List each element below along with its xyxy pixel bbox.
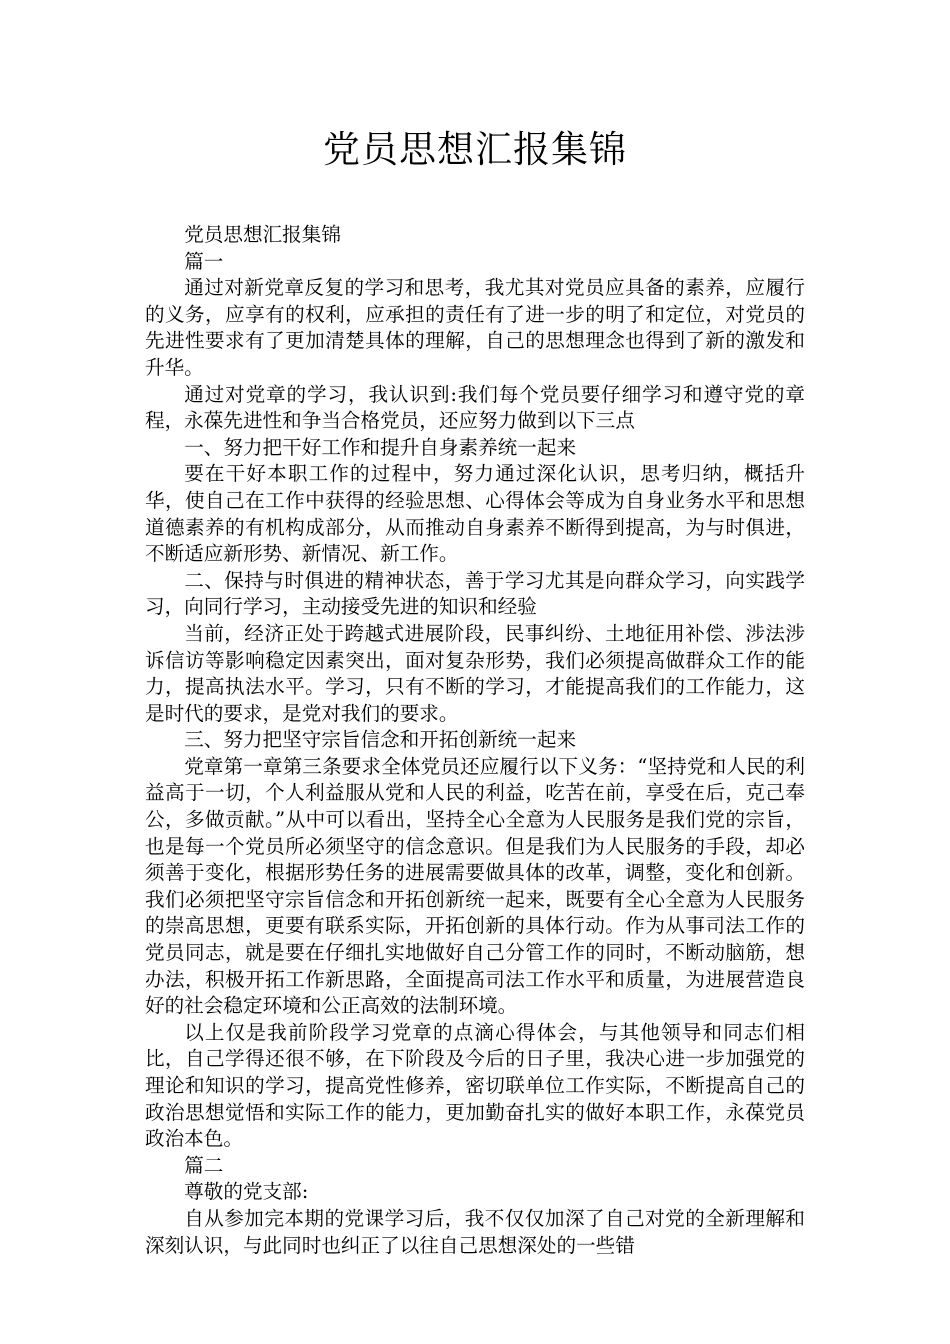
paragraph-section-one: 篇一 (184, 249, 224, 273)
paragraph-heading: 三、努力把坚守宗旨信念和开拓创新统一起来 (184, 728, 577, 752)
paragraph: 以上仅是我前阶段学习党章的点滴心得体会，与其他领导和同志们相比，自己学得还很不够，在下阶段及今后的日子里，我决心进一步加强党的理论和知识的学习，提高党性修养，密切联单位工作实际，不断提高自己的政治思想觉悟和实际工作的能力，更加勤奋扎实的做好本职工作，永葆党员政治本色。 (145, 1020, 805, 1151)
paragraph: 当前，经济正处于跨越式进展阶段，民事纠纷、土地征用补偿、涉法涉诉信访等影响稳定因素突出，面对复杂形势，我们必须提高做群众工作的能力，提高执法水平。学习，只有不断的学习，才能提高我们的工作能力，这是时代的要求，是党对我们的要求。 (145, 621, 805, 725)
paragraph-section-two: 篇二 (184, 1153, 224, 1177)
document-body (145, 222, 805, 1259)
paragraph-salutation: 尊敬的党支部: (184, 1180, 309, 1204)
paragraph-subtitle: 党员思想汇报集锦 (184, 223, 341, 246)
paragraph: 通过对新党章反复的学习和思考，我尤其对党员应具备的素养，应履行的义务，应享有的权利，应承担的责任有了进一步的明了和定位，对党员的先进性要求有了更加清楚具体的理解，自己的思想理念也得到了新的激发和升华。 (145, 276, 805, 379)
paragraph-heading: 一、努力把干好工作和提升自身素养统一起来 (184, 435, 577, 459)
paragraph: 党章第一章第三条要求全体党员还应履行以下义务：“坚持党和人民的利益高于一切，个人利益服从党和人民的利益，吃苦在前，享受在后，克己奉公，多做贡献。”从中可以看出，坚持全心全意为人民服务是我们党的宗旨，也是每一个党员所必须坚守的信念意识。但是我们为人民服务的手段，却必须善于变化，根据形势任务的进展需要做具体的改革，调整，变化和创新。我们必须把坚守宗旨信念和开拓创新统一起来，既要有全心全意为人民服务的崇高思想，更要有联系实际，开拓创新的具体行动。作为从事司法工作的党员同志，就是要在仔细扎实地做好自己分管工作的同时，不断动脑筋，想办法，积极开拓工作新思路，全面提高司法工作水平和质量，为进展营造良好的社会稳定环境和公正高效的法制环境。 (145, 754, 805, 1018)
paragraph: 通过对党章的学习，我认识到:我们每个党员要仔细学习和遵守党的章程，永葆先进性和争当合格党员，还应努力做到以下三点 (145, 382, 805, 433)
page-title: 党员思想汇报集锦 (323, 128, 627, 171)
paragraph-heading: 二、保持与时俱进的精神状态，善于学习尤其是向群众学习，向实践学习，向同行学习，主动接受先进的知识和经验 (145, 568, 805, 619)
paragraph: 要在干好本职工作的过程中，努力通过深化认识，思考归纳，概括升华，使自己在工作中获得的经验思想、心得体会等成为自身业务水平和思想道德素养的有机构成部分，从而推动自身素养不断得到提高，为与时俱进，不断适应新形势、新情况、新工作。 (145, 462, 805, 566)
paragraph: 自从参加完本期的党课学习后，我不仅仅加深了自己对党的全新理解和深刻认识，与此同时也纠正了以往自己思想深处的一些错 (145, 1206, 805, 1257)
